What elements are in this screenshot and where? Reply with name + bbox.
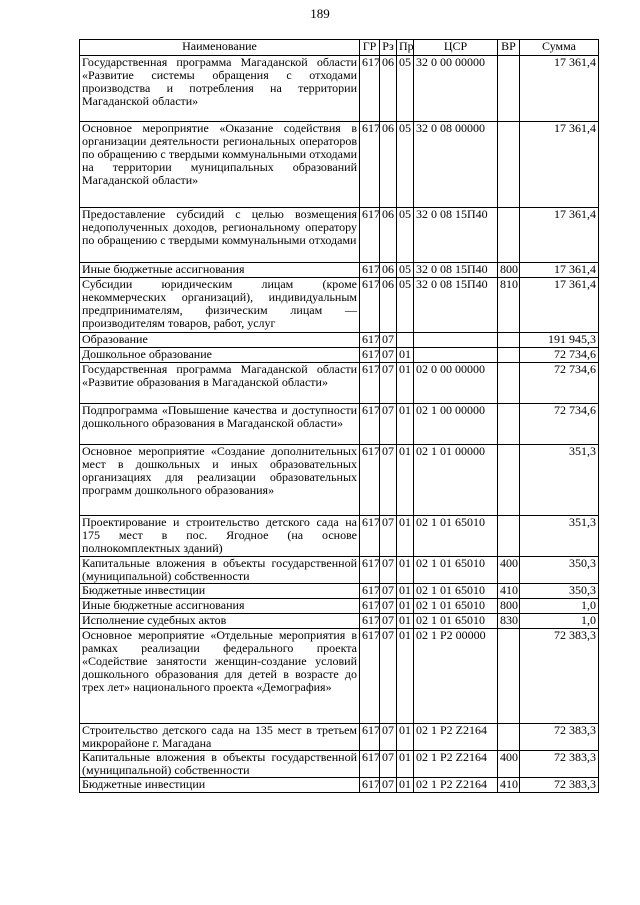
row-sum: 17 361,4	[520, 278, 599, 333]
table-row	[80, 333, 599, 348]
row-name: Бюджетные инвестиции	[80, 778, 360, 793]
row-name: Бюджетные инвестиции	[80, 584, 360, 599]
table-row	[80, 348, 599, 363]
row-gr: 617	[360, 56, 380, 122]
row-vr	[498, 516, 520, 557]
row-gr: 617	[360, 445, 380, 516]
row-gr: 617	[360, 278, 380, 333]
row-name: Основное мероприятие «Отдельные мероприятия в рамках реализации федерального проекта «Содействие занятости женщин-создание условий дошкольного образования для детей в возрасте до трех лет» национального проекта «Демография»	[80, 629, 360, 724]
row-pr: 01	[397, 557, 414, 584]
row-sum: 17 361,4	[520, 263, 599, 278]
row-sum: 72 383,3	[520, 724, 599, 751]
row-vr	[498, 56, 520, 122]
row-csr: 02 1 P2 00000	[414, 629, 498, 724]
row-vr: 410	[498, 584, 520, 599]
row-rz: 06	[380, 56, 397, 122]
row-name: Государственная программа Магаданской области «Развитие системы обращения с отходами производства и потребления на территории Магаданской области»	[80, 56, 360, 122]
table-row	[80, 363, 599, 404]
row-pr: 05	[397, 263, 414, 278]
row-csr: 02 1 01 65010	[414, 599, 498, 614]
row-rz: 07	[380, 724, 397, 751]
row-pr: 01	[397, 404, 414, 445]
row-vr: 400	[498, 751, 520, 778]
row-pr: 01	[397, 778, 414, 793]
row-name: Предоставление субсидий с целью возмещения недополученных доходов, региональному оператору по обращению с твердыми коммунальными отходами	[80, 208, 360, 263]
row-rz: 07	[380, 557, 397, 584]
row-sum: 72 383,3	[520, 778, 599, 793]
row-rz: 07	[380, 445, 397, 516]
row-rz: 06	[380, 263, 397, 278]
table-body	[80, 56, 599, 793]
row-name: Основное мероприятие «Создание дополнительных мест в дошкольных и иных образовательных организациях для реализации образовательных программ дошкольного образования»	[80, 445, 360, 516]
row-vr: 830	[498, 614, 520, 629]
header-row	[80, 40, 599, 56]
row-gr: 617	[360, 516, 380, 557]
header-name: Наименование	[80, 40, 360, 56]
row-sum: 350,3	[520, 557, 599, 584]
row-rz: 07	[380, 778, 397, 793]
header-vr: ВР	[498, 40, 520, 56]
row-rz: 07	[380, 348, 397, 363]
row-pr: 01	[397, 584, 414, 599]
page-number: 189	[310, 6, 330, 21]
row-sum: 72 734,6	[520, 363, 599, 404]
row-pr: 05	[397, 56, 414, 122]
table-row	[80, 208, 599, 263]
row-pr: 01	[397, 348, 414, 363]
row-sum: 17 361,4	[520, 56, 599, 122]
row-csr: 02 1 01 65010	[414, 584, 498, 599]
header-pr: Пр	[397, 40, 414, 56]
row-pr: 05	[397, 278, 414, 333]
row-vr	[498, 629, 520, 724]
row-gr: 617	[360, 614, 380, 629]
row-csr: 02 1 01 65010	[414, 614, 498, 629]
table-row	[80, 122, 599, 208]
row-name: Проектирование и строительство детского сада на 175 мест в пос. Ягодное (на основе полнокомплектных зданий)	[80, 516, 360, 557]
table-row	[80, 599, 599, 614]
row-csr: 02 1 00 00000	[414, 404, 498, 445]
row-name: Капитальные вложения в объекты государственной (муниципальной) собственности	[80, 557, 360, 584]
row-pr: 01	[397, 724, 414, 751]
row-rz: 07	[380, 333, 397, 348]
row-name: Иные бюджетные ассигнования	[80, 263, 360, 278]
row-gr: 617	[360, 404, 380, 445]
row-csr: 02 1 01 65010	[414, 557, 498, 584]
row-vr	[498, 122, 520, 208]
table-row	[80, 557, 599, 584]
row-pr	[397, 333, 414, 348]
row-vr: 800	[498, 599, 520, 614]
table-row	[80, 778, 599, 793]
row-rz: 06	[380, 208, 397, 263]
table-row	[80, 584, 599, 599]
row-gr: 617	[360, 629, 380, 724]
row-vr	[498, 333, 520, 348]
row-csr: 32 0 00 00000	[414, 56, 498, 122]
row-gr: 617	[360, 208, 380, 263]
row-gr: 617	[360, 778, 380, 793]
row-csr: 32 0 08 15П40	[414, 208, 498, 263]
row-csr: 02 1 P2 Z2164	[414, 751, 498, 778]
row-name: Основное мероприятие «Оказание содействия в организации деятельности региональных операторов по обращению с твердыми коммунальными отходами на территории муниципальных образований Магаданской области»	[80, 122, 360, 208]
row-gr: 617	[360, 584, 380, 599]
row-rz: 07	[380, 584, 397, 599]
row-vr: 810	[498, 278, 520, 333]
row-gr: 617	[360, 599, 380, 614]
row-pr: 01	[397, 445, 414, 516]
row-sum: 191 945,3	[520, 333, 599, 348]
row-gr: 617	[360, 333, 380, 348]
row-rz: 07	[380, 629, 397, 724]
row-rz: 07	[380, 516, 397, 557]
row-gr: 617	[360, 724, 380, 751]
row-pr: 01	[397, 629, 414, 724]
row-sum: 1,0	[520, 614, 599, 629]
row-sum: 72 383,3	[520, 751, 599, 778]
header-csr: ЦСР	[414, 40, 498, 56]
row-pr: 01	[397, 516, 414, 557]
budget-table	[79, 39, 599, 793]
row-sum: 351,3	[520, 516, 599, 557]
row-name: Государственная программа Магаданской области «Развитие образования в Магаданской области»	[80, 363, 360, 404]
table-row	[80, 263, 599, 278]
table-row	[80, 614, 599, 629]
row-csr: 02 1 01 00000	[414, 445, 498, 516]
row-rz: 07	[380, 751, 397, 778]
row-name: Иные бюджетные ассигнования	[80, 599, 360, 614]
header-sum: Сумма	[520, 40, 599, 56]
row-rz: 06	[380, 122, 397, 208]
row-name: Капитальные вложения в объекты государственной (муниципальной) собственности	[80, 751, 360, 778]
row-sum: 72 383,3	[520, 629, 599, 724]
row-sum: 1,0	[520, 599, 599, 614]
row-vr: 400	[498, 557, 520, 584]
row-sum: 17 361,4	[520, 122, 599, 208]
row-sum: 351,3	[520, 445, 599, 516]
table-row	[80, 751, 599, 778]
row-csr	[414, 333, 498, 348]
row-sum: 350,3	[520, 584, 599, 599]
row-pr: 05	[397, 122, 414, 208]
row-csr	[414, 348, 498, 363]
table-row	[80, 516, 599, 557]
table-row	[80, 724, 599, 751]
row-csr: 02 1 P2 Z2164	[414, 724, 498, 751]
row-vr	[498, 363, 520, 404]
row-pr: 01	[397, 751, 414, 778]
row-gr: 617	[360, 348, 380, 363]
row-pr: 01	[397, 363, 414, 404]
header-gr: ГР	[360, 40, 380, 56]
row-gr: 617	[360, 751, 380, 778]
row-name: Образование	[80, 333, 360, 348]
row-rz: 07	[380, 404, 397, 445]
row-sum: 17 361,4	[520, 208, 599, 263]
row-vr	[498, 208, 520, 263]
table-row	[80, 445, 599, 516]
row-vr	[498, 404, 520, 445]
table-row	[80, 278, 599, 333]
row-csr: 32 0 08 15П40	[414, 263, 498, 278]
row-vr: 410	[498, 778, 520, 793]
row-gr: 617	[360, 122, 380, 208]
row-name: Подпрограмма «Повышение качества и доступности дошкольного образования в Магаданской области»	[80, 404, 360, 445]
row-csr: 32 0 08 00000	[414, 122, 498, 208]
row-vr: 800	[498, 263, 520, 278]
row-sum: 72 734,6	[520, 348, 599, 363]
row-rz: 06	[380, 278, 397, 333]
row-name: Строительство детского сада на 135 мест в третьем микрорайоне г. Магадана	[80, 724, 360, 751]
row-gr: 617	[360, 557, 380, 584]
row-pr: 01	[397, 599, 414, 614]
table-row	[80, 56, 599, 122]
row-pr: 05	[397, 208, 414, 263]
row-vr	[498, 445, 520, 516]
row-vr	[498, 724, 520, 751]
row-csr: 32 0 08 15П40	[414, 278, 498, 333]
row-name: Субсидии юридическим лицам (кроме некоммерческих организаций), индивидуальным предпринимателям, физическим лицам — производителям товаров, работ, услуг	[80, 278, 360, 333]
table-row	[80, 404, 599, 445]
row-sum: 72 734,6	[520, 404, 599, 445]
row-gr: 617	[360, 363, 380, 404]
row-name: Дошкольное образование	[80, 348, 360, 363]
row-vr	[498, 348, 520, 363]
row-pr: 01	[397, 614, 414, 629]
header-rz: Рз	[380, 40, 397, 56]
row-csr: 02 1 P2 Z2164	[414, 778, 498, 793]
row-csr: 02 1 01 65010	[414, 516, 498, 557]
row-csr: 02 0 00 00000	[414, 363, 498, 404]
row-rz: 07	[380, 614, 397, 629]
table-row	[80, 629, 599, 724]
row-rz: 07	[380, 599, 397, 614]
row-gr: 617	[360, 263, 380, 278]
row-rz: 07	[380, 363, 397, 404]
row-name: Исполнение судебных актов	[80, 614, 360, 629]
